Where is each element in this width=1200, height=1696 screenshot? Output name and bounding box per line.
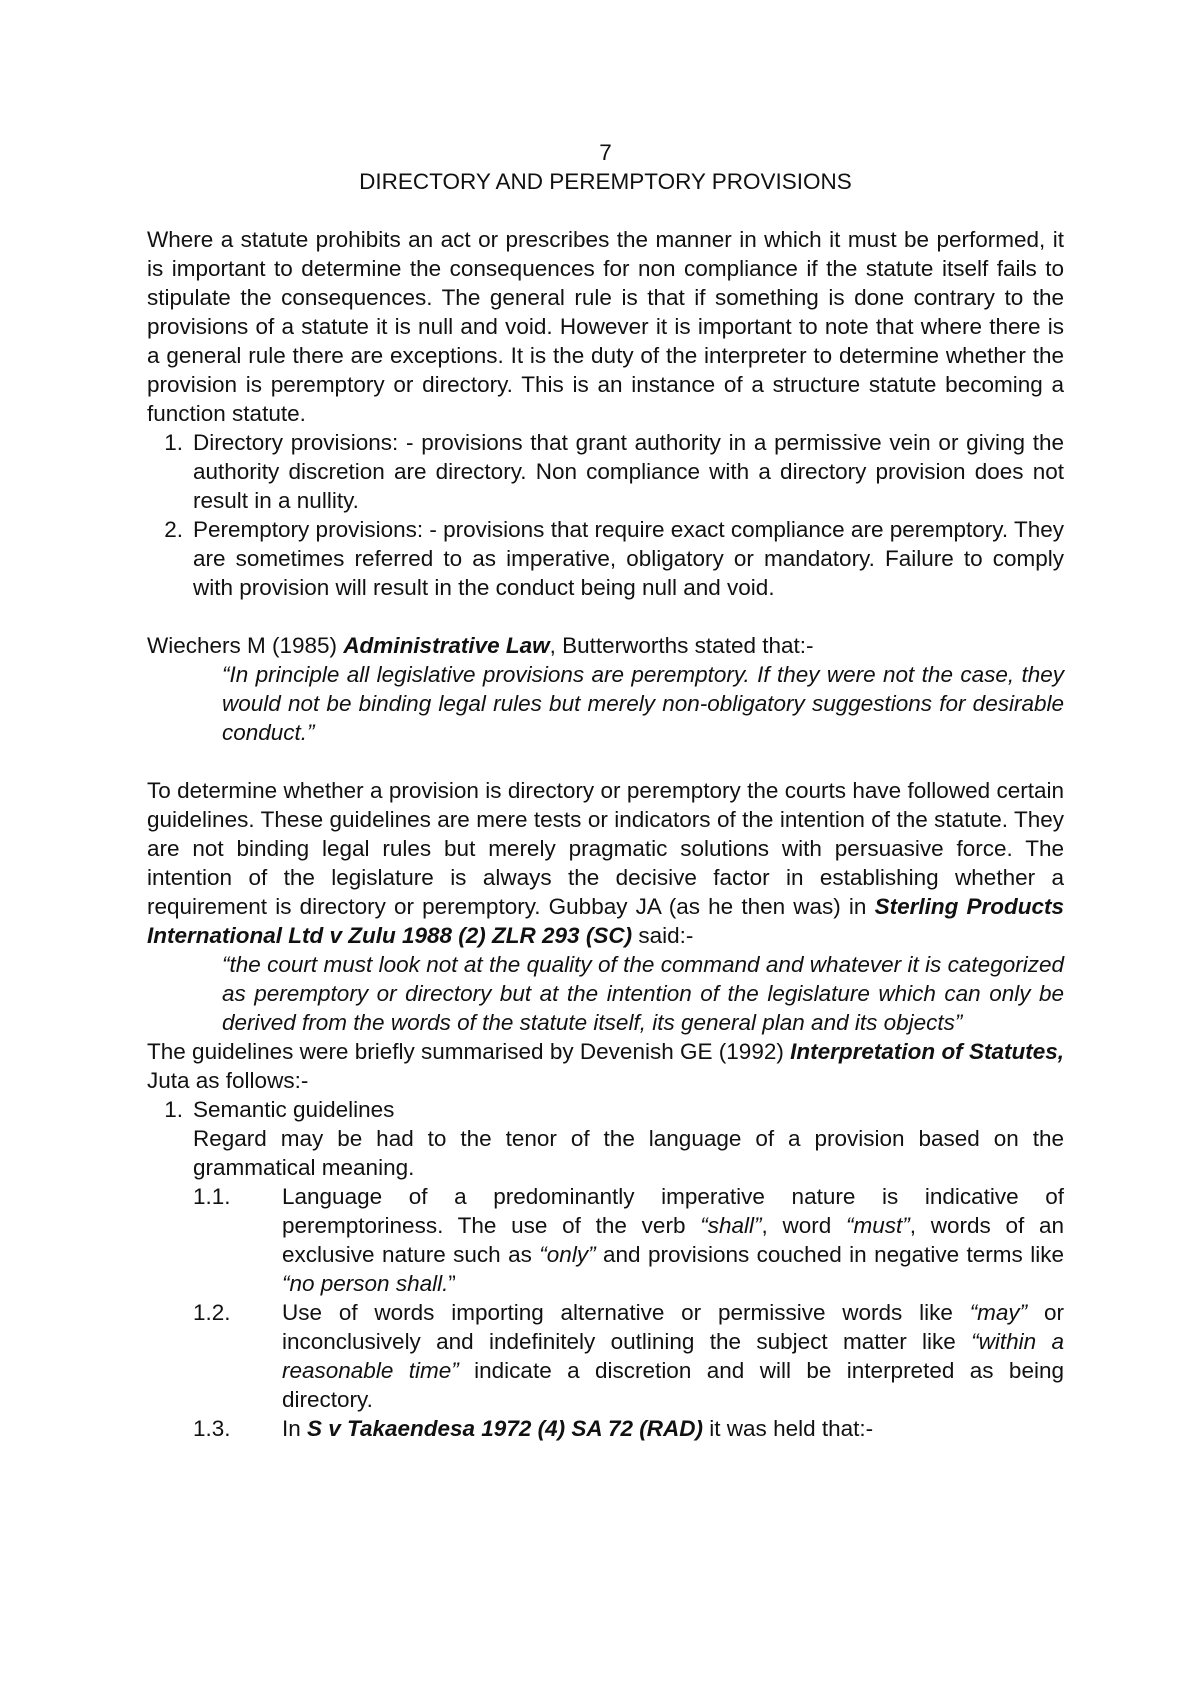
list-text: Peremptory provisions: - provisions that require exact compliance are peremptory. They are sometimes referred to as imperative, obligatory or mandatory. Failure to comply with provision will result in the conduct being null and void. bbox=[193, 517, 1064, 600]
list-item bbox=[147, 515, 1064, 602]
guidelines-paragraph: To determine whether a provision is directory or peremptory the courts have followed certain guidelines. These guidelines are mere tests or indicators of the intention of the statute. They are not binding legal rules but merely pragmatic solutions with persuasive force. The intention of the legislature is always the decisive factor in establishing whether a requirement is directory or peremptory. Gubbay JA (as he then was) in Sterling Products International Ltd v Zulu 1988 (2) ZLR 293 (SC) said:- bbox=[147, 778, 1064, 948]
list-item bbox=[147, 428, 1064, 515]
sub-number: 1.1. bbox=[193, 1184, 231, 1209]
sub-item bbox=[193, 1414, 1064, 1443]
semantic-text: Regard may be had to the tenor of the language of a provision based on the grammatical meaning. bbox=[193, 1126, 1064, 1180]
sub-text: In S v Takaendesa 1972 (4) SA 72 (RAD) it was held that:- bbox=[282, 1416, 874, 1441]
sub-text: Use of words importing alternative or permissive words like “may” or inconclusively and indefinitely outlining the subject matter like “within a reasonable time” indicate a discretion and will be interpreted as being directory. bbox=[282, 1300, 1064, 1412]
intro-paragraph: Where a statute prohibits an act or prescribes the manner in which it must be performed, it is important to determine the consequences for non compliance if the statute itself fails to stipulate the consequences. The general rule is that if something is done contrary to the provisions of a statute it is null and void. However it is important to note that where there is a general rule there are exceptions. It is the duty of the interpreter to determine whether the provision is peremptory or directory. This is an instance of a structure statute becoming a function statute. bbox=[147, 227, 1064, 426]
section-title: Semantic guidelines bbox=[193, 1097, 395, 1122]
sub-item bbox=[193, 1182, 1064, 1298]
devenish-citation: The guidelines were briefly summarised by Devenish GE (1992) Interpretation of Statutes, Juta as follows:- bbox=[147, 1039, 1064, 1093]
list-text: Directory provisions: - provisions that grant authority in a permissive vein or giving the authority discretion are directory. Non compliance with a directory provision does not result in a nullity. bbox=[193, 430, 1064, 513]
sub-text: Language of a predominantly imperative nature is indicative of peremptoriness. The use of the verb “shall”, word “must”, words of an exclusive nature such as “only” and provisions couched in negative terms like “no person shall.” bbox=[282, 1184, 1064, 1296]
case-citation: S v Takaendesa 1972 (4) SA 72 (RAD) bbox=[307, 1416, 704, 1441]
list-item bbox=[147, 1095, 1064, 1124]
list-number: 1. bbox=[164, 1097, 183, 1122]
sub-number: 1.2. bbox=[193, 1300, 231, 1325]
sub-number: 1.3. bbox=[193, 1416, 231, 1441]
wiechers-citation: Wiechers M (1985) Administrative Law, Butterworths stated that:- bbox=[147, 633, 814, 658]
book-title: Interpretation of Statutes, bbox=[790, 1039, 1064, 1064]
document-page bbox=[147, 138, 1064, 1443]
page-title: DIRECTORY AND PEREMPTORY PROVISIONS bbox=[359, 169, 852, 194]
sub-item bbox=[193, 1298, 1064, 1414]
wiechers-quote: “In principle all legislative provisions are peremptory. If they were not the case, they would not be binding legal rules but merely non-obligatory suggestions for desirable conduct.” bbox=[222, 662, 1064, 745]
list-number: 2. bbox=[164, 517, 183, 542]
list-number: 1. bbox=[164, 430, 183, 455]
page-number: 7 bbox=[599, 140, 612, 165]
book-title: Administrative Law bbox=[343, 633, 550, 658]
case-citation: Sterling Products International Ltd v Zulu 1988 (2) ZLR 293 (SC) bbox=[147, 894, 1064, 948]
gubbay-quote: “the court must look not at the quality of the command and whatever it is categorized as peremptory or directory but at the intention of the legislature which can only be derived from the words of the statute itself, its general plan and its objects” bbox=[222, 952, 1064, 1035]
